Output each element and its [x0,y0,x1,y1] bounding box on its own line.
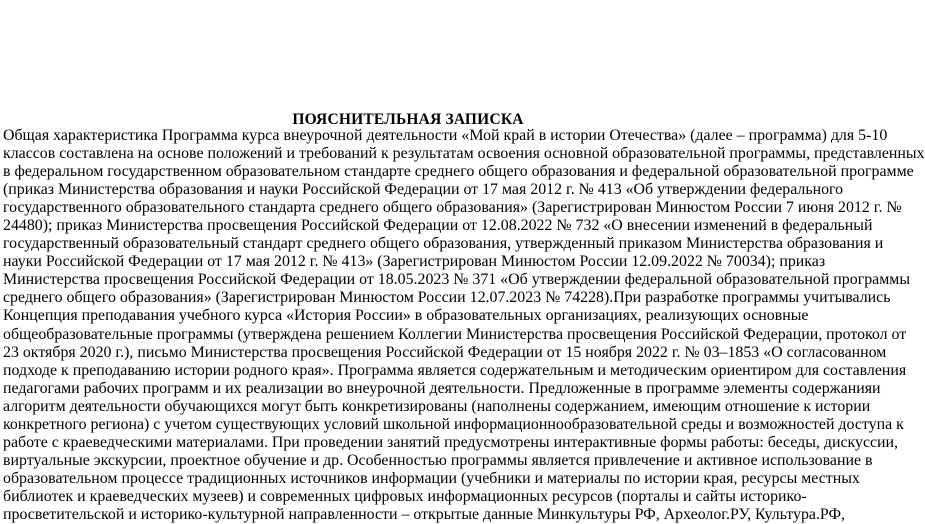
document-body [3,127,925,524]
text-line: государственного образовательного стандарта среднего общего образования» (Зарегистрирован Минюстом России 7 июня 2012 г. № [3,199,902,217]
text-line: 23 октября 2020 г.), письмо Министерства просвещения Российской Федерации от 15 ноября 2022 г. № 03–1853 «О согласованном [3,343,887,361]
text-line: работе с краеведческими материалами. При проведении занятий предусмотрены интерактивные формы работы: беседы, дискуссии, [3,433,899,451]
text-line: в федеральном государственном образовательном стандарте среднего общего образования и федеральной образовательной программе [3,163,914,181]
text-line: среднего общего образования» (Зарегистрирован Минюстом России 12.07.2023 № 74228).При разработке программы учитывались [3,289,891,307]
text-line: (приказ Министерства образования и науки Российской Федерации от 17 мая 2012 г. № 413 «Об утверждении федерального [3,181,844,199]
text-line: общеобразовательные программы (утверждена решением Коллегии Министерства просвещения Российской Федерации, протокол от [3,325,907,343]
text-line: государственный образовательный стандарт среднего общего образования, утвержденный приказом Министерства образования и [3,235,884,253]
text-line: педагогами рабочих программ и их реализации во внеурочной деятельности. Предложенные в программе элементы содержанияи [3,379,881,397]
text-line: подходе к преподаванию истории родного края». Программа является содержательным и методическим ориентиром для составления [3,361,907,379]
text-line: Общая характеристика Программа курса внеурочной деятельности «Мой край в истории Отечества» (далее – программа) для 5-10 [3,127,888,144]
text-line: конкретного региона) с учетом существующих условий школьной информационнообразовательной среды и возможностей доступа к [3,415,904,433]
document-title: ПОЯСНИТЕЛЬНАЯ ЗАПИСКА [292,111,524,128]
text-line: Министерства просвещения Российской Федерации от 18.05.2023 № 371 «Об утверждении федеральной образовательной программы [3,271,911,289]
text-line: образовательном процессе традиционных источников информации (учебники и материалы по истории края, ресурсы местных [3,469,860,487]
text-line: алгоритм деятельности обучающихся могут быть конкретизированы (наполнены содержанием, имеющим отношение к истории [3,397,871,415]
text-line: виртуальные экскурсии, проектное обучение и др. Особенностью программы является привлечение и активное использование в [3,451,873,469]
text-line: Концепция преподавания учебного курса «История России» в образовательных организациях, реализующих основные [3,307,809,325]
text-line: 24480); приказ Министерства просвещения Российской Федерации от 12.08.2022 № 732 «О внесении изменений в федеральный [3,217,873,235]
text-line: классов составлена на основе положений и требований к результатам освоения основной образовательной программы, представленных [3,145,925,163]
text-line: библиотек и краеведческих музеев) и современных цифровых информационных ресурсов (порталы и сайты историко- [3,487,807,505]
text-line: науки Российской Федерации от 17 мая 2012 г. № 413» (Зарегистрирован Минюстом России 12.09.2022 № 70034); приказ [3,253,826,271]
text-line: просветительской и историко-культурной направленности – открытые данные Минкультуры РФ, Археолог.РУ, Культура.РФ, [3,505,846,523]
